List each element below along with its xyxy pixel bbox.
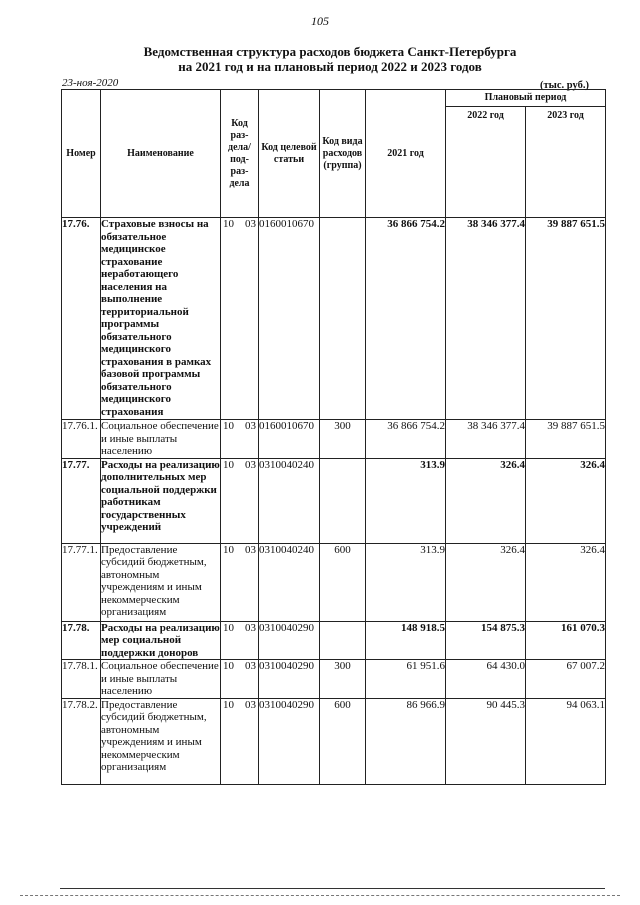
- row-section: 10: [223, 543, 234, 556]
- row-expense-code: [320, 458, 366, 543]
- row-number: 17.78.1.: [62, 660, 101, 699]
- row-amount-2022: 90 445.3: [446, 698, 526, 784]
- row-target-code: 0310040290: [259, 660, 320, 699]
- row-subsection: 03: [245, 420, 256, 432]
- row-target-code: 0310040290: [259, 621, 320, 660]
- row-number: 17.76.1.: [62, 420, 101, 459]
- table-row: [62, 458, 606, 543]
- row-subsection: 03: [245, 660, 256, 672]
- document-title: [60, 44, 600, 74]
- row-amount-2021: 86 966.9: [366, 698, 446, 784]
- row-number: 17.77.1.: [62, 543, 101, 621]
- row-name: Социальное обеспечение и иные выплаты населению: [101, 420, 219, 457]
- header-year-2021: 2021 год: [366, 90, 446, 218]
- document-date: 23-ноя-2020: [62, 77, 119, 89]
- row-name: Социальное обеспечение и иные выплаты населению: [101, 660, 219, 697]
- row-amount-2022: 326.4: [446, 543, 526, 621]
- table-row: [62, 420, 606, 459]
- row-section-code: [221, 218, 259, 420]
- table-row: [62, 543, 606, 621]
- row-number: 17.78.: [62, 621, 101, 660]
- row-amount-2023: 326.4: [526, 543, 606, 621]
- row-section: 10: [223, 218, 234, 230]
- row-subsection: 03: [245, 621, 256, 634]
- row-subsection: 03: [245, 458, 256, 471]
- row-target-code: 0160010670: [259, 420, 320, 459]
- title-line-2: на 2021 год и на плановый период 2022 и 2023 годов: [178, 59, 482, 74]
- row-expense-code: [320, 621, 366, 660]
- row-amount-2022: 38 346 377.4: [446, 420, 526, 459]
- row-section: 10: [223, 660, 234, 672]
- row-name: Предоставление субсидий бюджетным, автономным учреждениям и иным некоммерческим организациям: [101, 543, 221, 621]
- row-number: 17.76.: [62, 218, 101, 420]
- row-amount-2023: 326.4: [526, 458, 606, 543]
- header-year-2023: 2023 год: [526, 107, 606, 218]
- title-line-1: Ведомственная структура расходов бюджета Санкт-Петербурга: [143, 44, 517, 59]
- row-section-code: [221, 698, 259, 784]
- header-expense-code: Код вида расходов (группа): [320, 90, 366, 218]
- row-section: 10: [223, 458, 234, 471]
- row-amount-2021: 148 918.5: [366, 621, 446, 660]
- row-amount-2021: 36 866 754.2: [366, 218, 446, 420]
- row-target-code: 0310040240: [259, 458, 320, 543]
- row-section-code: [221, 458, 259, 543]
- row-subsection: 03: [245, 543, 256, 556]
- header-target-code: Код целевой статьи: [259, 90, 320, 218]
- row-name: Расходы на реализацию мер социальной поддержки доноров: [101, 621, 220, 659]
- row-name: Расходы на реализацию дополнительных мер социальной поддержки работникам государственных учреждений: [101, 458, 221, 543]
- row-number: 17.77.: [62, 458, 101, 543]
- row-amount-2022: 326.4: [446, 458, 526, 543]
- row-amount-2023: 161 070.3: [526, 621, 606, 660]
- scan-edge-line: [20, 895, 620, 896]
- budget-table: [61, 89, 606, 785]
- row-section-code: [221, 420, 259, 459]
- row-subsection: 03: [245, 218, 256, 230]
- row-name: Предоставление субсидий бюджетным, автономным учреждениям и иным некоммерческим организациям: [101, 698, 221, 784]
- header-year-2022: 2022 год: [446, 107, 526, 218]
- table-row: [62, 698, 606, 784]
- row-number: 17.78.2.: [62, 698, 101, 784]
- row-section-code: [221, 543, 259, 621]
- row-amount-2023: 94 063.1: [526, 698, 606, 784]
- row-section: 10: [223, 621, 234, 634]
- row-amount-2021: 61 951.6: [366, 660, 446, 699]
- row-section: 10: [223, 698, 234, 711]
- row-amount-2022: 38 346 377.4: [446, 218, 526, 420]
- table-row: [62, 660, 606, 699]
- header-name: Наименование: [101, 90, 221, 218]
- row-amount-2022: 154 875.3: [446, 621, 526, 660]
- row-amount-2021: 313.9: [366, 458, 446, 543]
- row-amount-2023: 39 887 651.5: [526, 218, 606, 420]
- footer-rule: [60, 888, 605, 889]
- row-amount-2021: 36 866 754.2: [366, 420, 446, 459]
- units-label: (тыс. руб.): [540, 80, 589, 91]
- row-amount-2021: 313.9: [366, 543, 446, 621]
- row-section-code: [221, 660, 259, 699]
- table-row: [62, 621, 606, 660]
- row-expense-code: [320, 218, 366, 420]
- page-number: 105: [311, 14, 329, 28]
- row-amount-2023: 39 887 651.5: [526, 420, 606, 459]
- row-target-code: 0310040240: [259, 543, 320, 621]
- row-section-code: [221, 621, 259, 660]
- row-name: Страховые взносы на обязательное медицинское страхование неработающего населения на выполнение территориальной программы обязательного медицинского страхования в рамках базовой программы обязательного медицинского страхования: [101, 218, 221, 420]
- row-target-code: 0310040290: [259, 698, 320, 784]
- row-expense-code: 600: [320, 698, 366, 784]
- header-plan-period: Плановый период: [446, 90, 606, 107]
- row-expense-code: 300: [320, 660, 366, 699]
- row-target-code: 0160010670: [259, 218, 320, 420]
- table-row: [62, 218, 606, 420]
- row-section: 10: [223, 420, 234, 432]
- header-number: Номер: [62, 90, 101, 218]
- row-expense-code: 300: [320, 420, 366, 459]
- row-subsection: 03: [245, 698, 256, 711]
- row-amount-2023: 67 007.2: [526, 660, 606, 699]
- row-expense-code: 600: [320, 543, 366, 621]
- header-section-code: Код раз-дела/ под-раз-дела: [221, 90, 259, 218]
- row-amount-2022: 64 430.0: [446, 660, 526, 699]
